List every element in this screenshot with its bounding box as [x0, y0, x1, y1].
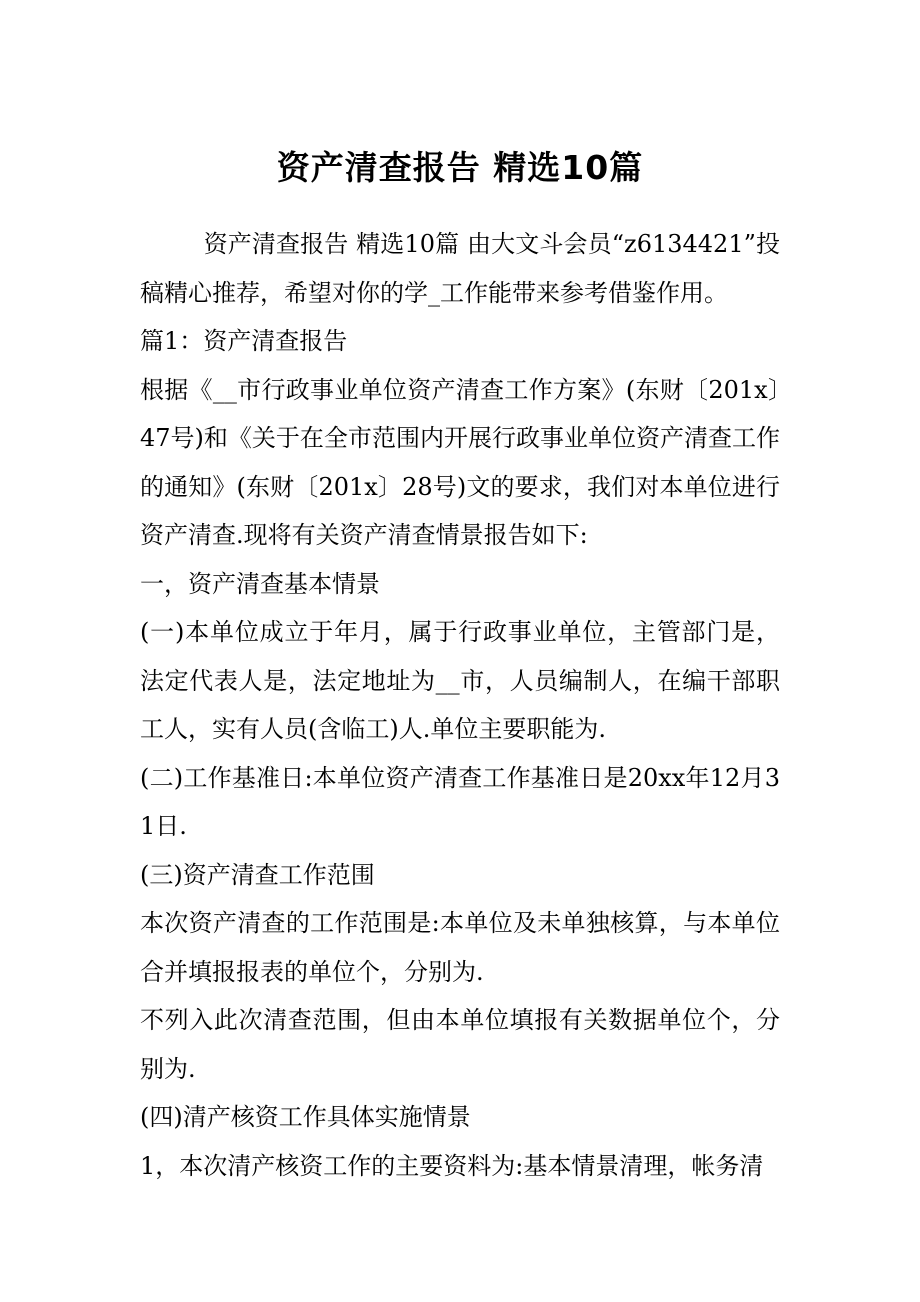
section-heading: 一，资产清查基本情景 [140, 569, 380, 598]
body-paragraph: 1，本次清产核资工作的主要资料为:基本情景清理，帐务清 [140, 1151, 764, 1180]
body-paragraph: (一)本单位成立于年月，属于行政事业单位，主管部门是，法定代表人是，法定地址为__市，人员编制人，在编干部职工人，实有人员(含临工)人.单位主要职能为. [140, 618, 780, 743]
body-paragraph: 不列入此次清查范围，但由本单位填报有关数据单位个，分别为. [140, 1006, 780, 1083]
document-body [140, 220, 780, 1190]
document-title: 资产清查报告 精选10篇 [276, 148, 644, 187]
section-heading: (三)资产清查工作范围 [140, 860, 375, 889]
section-heading: (四)清产核资工作具体实施情景 [140, 1103, 471, 1131]
body-paragraph: (二)工作基准日:本单位资产清查工作基准日是20xx年12月31日. [140, 763, 780, 840]
section-heading: 篇1：资产清查报告 [140, 327, 348, 355]
body-paragraph: 本次资产清查的工作范围是:本单位及未单独核算，与本单位合并填报报表的单位个，分别为. [140, 909, 780, 986]
intro-paragraph: 资产清查报告 精选10篇 由大文斗会员“z6134421”投稿精心推荐，希望对你的学_工作能带来参考借鉴作用。 [140, 230, 780, 307]
body-paragraph: 根据《__市行政事业单位资产清查工作方案》(东财〔201x〕47号)和《关于在全市范围内开展行政事业单位资产清查工作的通知》(东财〔201x〕28号)文的要求，我们对本单位进行资产清查.现将有关资产清查情景报告如下: [140, 375, 780, 549]
